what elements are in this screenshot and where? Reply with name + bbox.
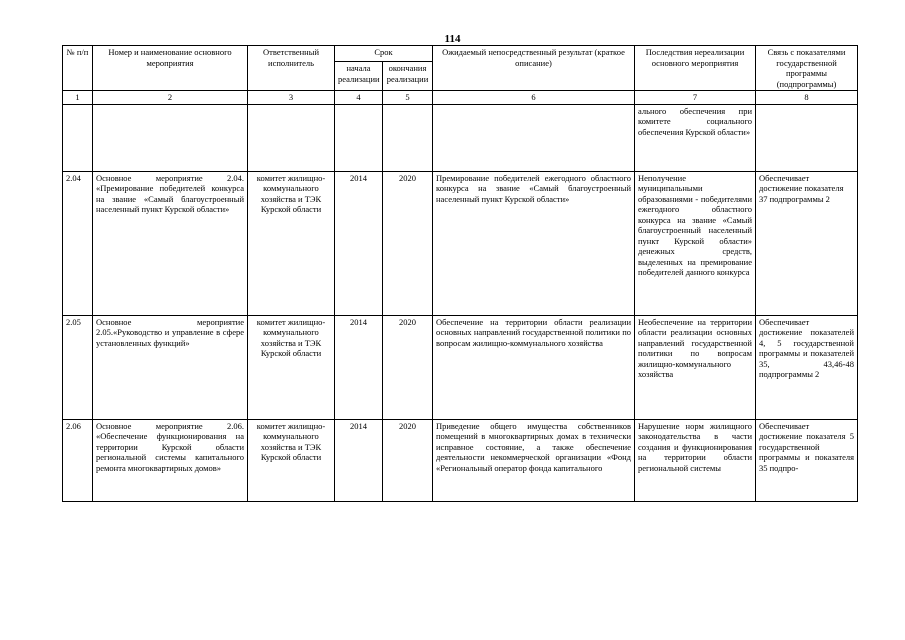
table-row [63, 315, 858, 419]
column-number: 1 [63, 91, 93, 105]
header-result: Ожидаемый непосредственный результат (краткое описание) [433, 46, 635, 91]
row-link: Обеспечивает достижение показателя 37 подпрограммы 2 [756, 171, 858, 315]
row-result: Приведение общего имущества собственников помещений в многоквартирных домах в технически исправное состояние, а также обеспечение деятельности некоммерческой организации «Фонд «Региональный оператор фонда капитального [436, 420, 631, 473]
column-number: 7 [635, 91, 756, 105]
row-name: Основное мероприятие 2.06. «Обеспечение функционирования на территории Курской области региональной системы капитального ремонта многоквартирных домов» [96, 420, 244, 473]
header-start: начала реализации [335, 62, 383, 91]
column-number: 4 [335, 91, 383, 105]
table-row [63, 171, 858, 315]
header-executor: Ответственный исполнитель [248, 46, 335, 91]
row-num: 2.06 [63, 419, 93, 501]
column-number: 5 [383, 91, 433, 105]
row-link: Обеспечивает достижение показателя 5 государственной программы и показателя 35 подпро- [759, 420, 854, 473]
row-executor: комитет жилищно-коммунального хозяйства и ТЭК Курской области [248, 315, 335, 419]
row-name: Основное мероприятие 2.05.«Руководство и управление в сфере установленных функций» [93, 315, 248, 419]
column-number: 8 [756, 91, 858, 105]
row-start: 2014 [335, 171, 383, 315]
row-consequences: Необеспечение на территории области реализации основных направлений государственной политики по вопросам жилищно-коммунального хозяйства [635, 315, 756, 419]
column-numbers-row [63, 91, 858, 105]
row-link: Обеспечивает достижение показателей 4, 5 государственной программы и показателей 35, 43,46-48 подпрограммы 2 [756, 315, 858, 419]
column-number: 6 [433, 91, 635, 105]
row-num: 2.05 [63, 315, 93, 419]
header-end: окончания реализации [383, 62, 433, 91]
header-term: Срок [335, 46, 433, 62]
row-name: Основное мероприятие 2.04. «Премирование победителей конкурса на звание «Самый благоустроенный населенный пункт Курской области» [93, 171, 248, 315]
continuation-row [63, 104, 858, 171]
row-consequences: Неполучение муниципальными образованиями - победителями ежегодного областного конкурса на звание «Самый благоустроенный населенный пункт Курской области» денежных средств, выделенных на премирование победителей данного конкурса [635, 171, 756, 315]
row-start: 2014 [335, 419, 383, 501]
column-number: 2 [93, 91, 248, 105]
header-link: Связь с показателями государственной программы (подпрограммы) [756, 46, 858, 91]
continuation-text: ального обеспечения при комитете социального обеспечения Курской области» [635, 104, 756, 171]
row-result: Обеспечение на территории области реализации основных направлений государственной политики по вопросам жилищно-коммунального хозяйства [433, 315, 635, 419]
activities-table [62, 45, 858, 502]
row-end: 2020 [383, 315, 433, 419]
row-end: 2020 [383, 171, 433, 315]
page-number: 114 [444, 33, 461, 45]
row-executor: комитет жилищно-коммунального хозяйства и ТЭК Курской области [248, 171, 335, 315]
row-executor: комитет жилищно-коммунального хозяйства и ТЭК Курской области [256, 420, 326, 462]
row-start: 2014 [335, 315, 383, 419]
header-num: № п/п [63, 46, 93, 91]
column-number: 3 [248, 91, 335, 105]
row-result: Премирование победителей ежегодного областного конкурса на звание «Самый благоустроенный населенный пункт Курской области» [433, 171, 635, 315]
header-consequences: Последствия нереализации основного мероприятия [635, 46, 756, 91]
header-row [63, 46, 858, 62]
table-row [63, 419, 858, 501]
row-end: 2020 [383, 419, 433, 501]
row-consequences: Нарушение норм жилищного законодательства в части создания и функционирования на территории области региональной системы [638, 420, 752, 473]
row-num: 2.04 [63, 171, 93, 315]
header-name: Номер и наименование основного мероприятия [93, 46, 248, 91]
